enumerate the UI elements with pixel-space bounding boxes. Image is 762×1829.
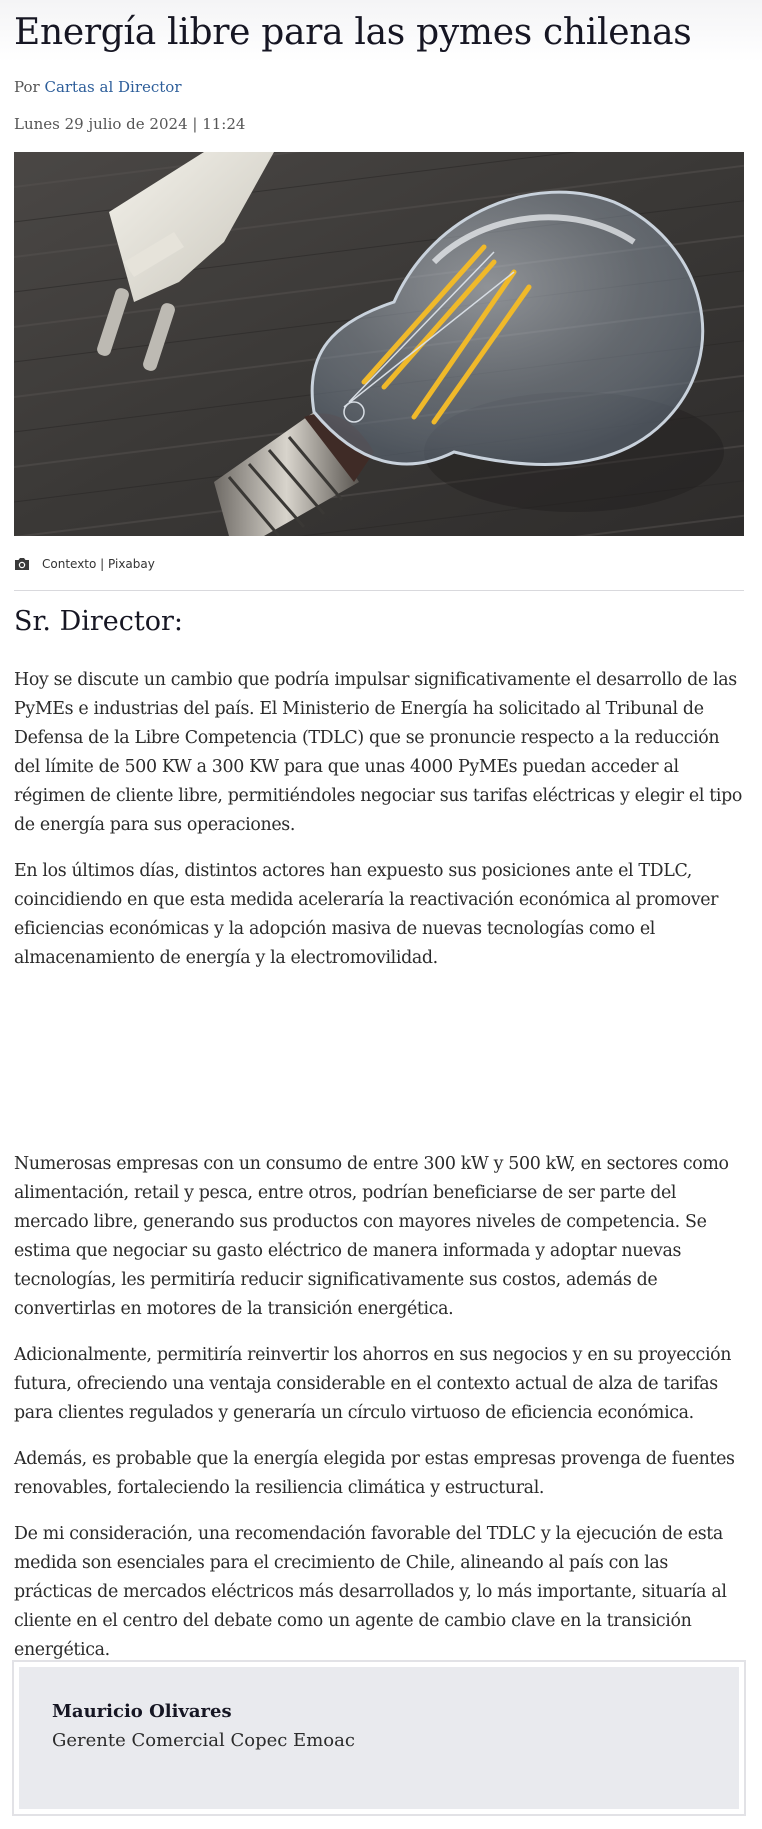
publish-date: Lunes 29 julio de 2024 | 11:24 — [14, 115, 246, 133]
byline-prefix: Por — [14, 78, 40, 96]
camera-icon — [14, 557, 30, 571]
caption-text: Contexto | Pixabay — [42, 557, 155, 571]
hero-image — [14, 152, 744, 536]
signature-panel — [19, 1667, 739, 1809]
byline — [14, 76, 182, 98]
signature-role: Gerente Comercial Copec Emoac — [52, 1730, 355, 1751]
paragraph: Hoy se discute un cambio que podría impulsar significativamente el desarrollo de las PyMEs e industrias del país. El Ministerio de Energía ha solicitado al Tribunal de Defensa de la Libre Competencia (TDLC) que se pronuncie respecto a la reducción del límite de 500 KW a 300 KW para que unas 4000 PyMEs puedan acceder al régimen de cliente libre, permitiéndoles negociar sus tarifas eléctricas y elegir el tipo de energía para sus operaciones. — [14, 670, 742, 835]
signature-name: Mauricio Olivares — [52, 1701, 232, 1722]
paragraph: En los últimos días, distintos actores han expuesto sus posiciones ante el TDLC, coincidiendo en que esta medida aceleraría la reactivación económica al promover eficiencias económicas y la adopción masiva de nuevas tecnologías como el almacenamiento de energía y la electromovilidad. — [14, 861, 719, 968]
divider — [14, 590, 744, 591]
title-bar — [0, 0, 762, 62]
paragraph: Además, es probable que la energía elegida por estas empresas provenga de fuentes renovables, fortaleciendo la resiliencia climática y estructural. — [14, 1449, 735, 1498]
image-caption — [14, 554, 155, 574]
article-title: Energía libre para las pymes chilenas — [14, 12, 692, 53]
salutation: Sr. Director: — [14, 606, 184, 637]
author-link[interactable]: Cartas al Director — [44, 78, 182, 96]
signature-box — [12, 1660, 746, 1816]
paragraph: De mi consideración, una recomendación favorable del TDLC y la ejecución de esta medida son esenciales para el crecimiento de Chile, alineando al país con las prácticas de mercados eléctricos más desarrollados y, lo más importante, situaría al cliente en el centro del debate como un agente de cambio clave en la transición energética. — [14, 1524, 727, 1660]
paragraph: Adicionalmente, permitiría reinvertir los ahorros en sus negocios y en su proyección futura, ofreciendo una ventaja considerable en el contexto actual de alza de tarifas para clientes regulados y generaría un círculo virtuoso de eficiencia económica. — [14, 1345, 732, 1423]
paragraph: Numerosas empresas con un consumo de entre 300 kW y 500 kW, en sectores como alimentación, retail y pesca, entre otros, podrían beneficiarse de ser parte del mercado libre, generando sus productos con mayores niveles de competencia. Se estima que negociar su gasto eléctrico de manera informada y adoptar nuevas tecnologías, les permitiría reducir significativamente sus costos, además de convertirlas en motores de la transición energética. — [14, 1154, 729, 1319]
